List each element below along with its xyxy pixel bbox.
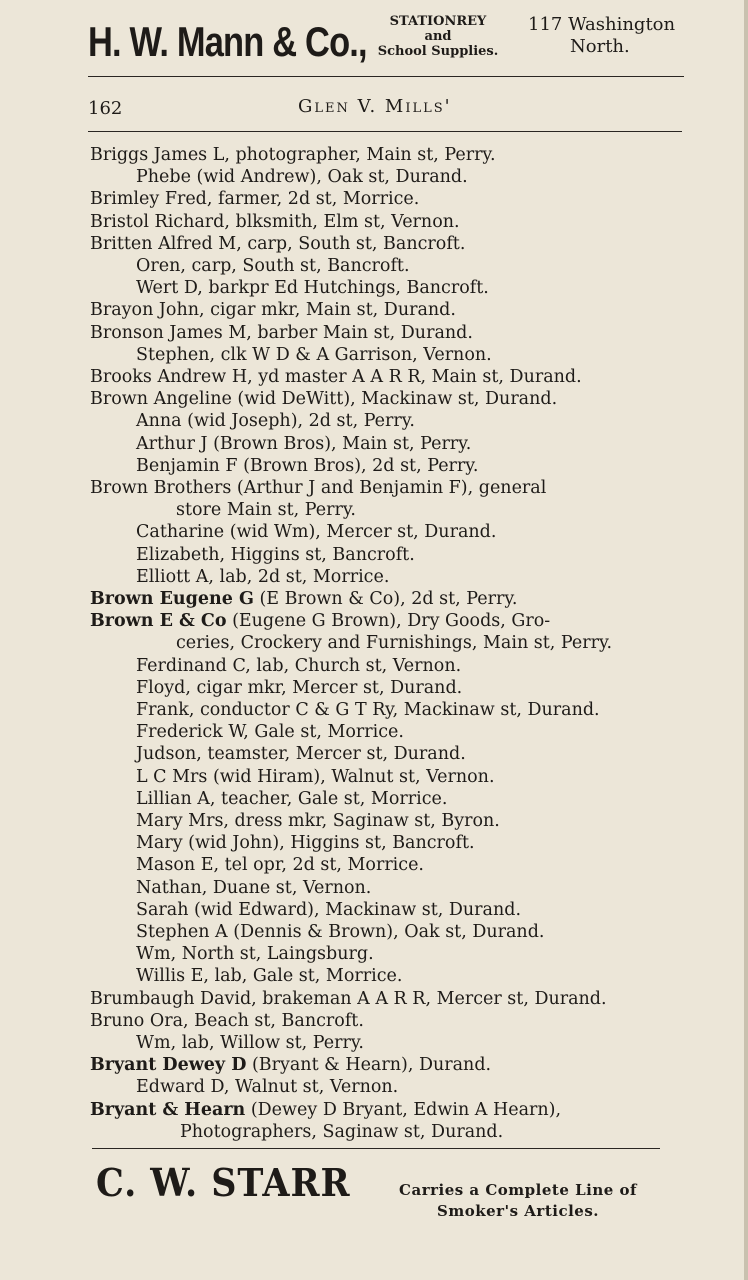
footer-rule	[92, 1148, 660, 1149]
entry-text: Catharine (wid Wm), Mercer st, Durand.	[136, 522, 497, 543]
directory-entry	[176, 500, 356, 520]
directory-entry	[136, 878, 371, 898]
entry-text: (Eugene G Brown), Dry Goods, Gro-	[226, 611, 551, 632]
directory-entry	[136, 678, 462, 698]
entry-text: Floyd, cigar mkr, Mercer st, Durand.	[136, 677, 463, 698]
header-rule	[88, 76, 684, 77]
entry-name-bold: Bryant & Hearn	[90, 1099, 246, 1120]
header-ad-company: H. W. Mann & Co.,	[88, 18, 367, 65]
directory-entry	[90, 323, 473, 343]
title-rule	[88, 131, 682, 132]
entry-text: Brimley Fred, farmer, 2d st, Morrice.	[90, 189, 420, 210]
entry-text: Elizabeth, Higgins st, Bancroft.	[136, 544, 415, 565]
entry-text: (Bryant & Hearn), Durand.	[246, 1055, 492, 1076]
directory-entry	[90, 300, 456, 320]
directory-entry	[136, 545, 415, 565]
directory-entry	[136, 411, 415, 431]
directory-entry	[90, 145, 496, 165]
directory-entry	[90, 611, 550, 631]
entry-text: Phebe (wid Andrew), Oak st, Durand.	[136, 167, 468, 188]
directory-entry	[136, 345, 492, 365]
entry-text: Bristol Richard, blksmith, Elm st, Vernon.	[90, 211, 460, 232]
entry-text: Arthur J (Brown Bros), Main st, Perry.	[136, 433, 472, 454]
directory-entry	[180, 1122, 503, 1142]
entry-text: Anna (wid Joseph), 2d st, Perry.	[136, 411, 415, 432]
directory-entry	[136, 855, 424, 875]
entry-text: (Dewey D Bryant, Edwin A Hearn),	[245, 1099, 562, 1120]
entry-text: Britten Alfred M, carp, South st, Bancroft.	[90, 233, 466, 254]
entry-text: Briggs James L, photographer, Main st, Perry.	[90, 145, 496, 165]
footer-ad-line1: Carries a Complete Line of	[399, 1181, 637, 1199]
directory-entry	[136, 966, 402, 986]
directory-entry	[136, 944, 374, 964]
page-number: 162	[88, 98, 123, 119]
entry-text: Judson, teamster, Mercer st, Durand.	[136, 744, 466, 765]
footer-ad-text	[358, 1180, 678, 1222]
entry-text: Stephen, clk W D & A Garrison, Vernon.	[136, 344, 492, 365]
directory-entry	[136, 256, 410, 276]
directory-entry	[90, 367, 582, 387]
page-edge	[744, 0, 748, 1280]
directory-entry	[136, 767, 495, 787]
directory-entry	[136, 567, 389, 587]
header-ad-line1: STATIONREY	[389, 14, 487, 29]
directory-entry	[136, 900, 521, 920]
directory-entry	[90, 1011, 364, 1031]
entry-text: store Main st, Perry.	[176, 500, 356, 521]
entry-text: Wert D, barkpr Ed Hutchings, Bancroft.	[136, 278, 489, 299]
directory-entry	[136, 700, 600, 720]
entry-text: Mary (wid John), Higgins st, Bancroft.	[136, 833, 475, 854]
entry-text: Oren, carp, South st, Bancroft.	[136, 256, 410, 276]
directory-entry	[90, 478, 546, 498]
header-ad-address1: 117 Washington	[528, 14, 676, 35]
entry-text: Bronson James M, barber Main st, Durand.	[90, 322, 473, 343]
directory-entry	[136, 722, 404, 742]
header-ad-address	[528, 14, 698, 58]
entry-text: (E Brown & Co), 2d st, Perry.	[253, 589, 518, 609]
directory-entry	[136, 833, 475, 853]
directory-entry	[90, 234, 465, 254]
directory-entry	[90, 989, 607, 1009]
entry-name-bold: Bryant Dewey D	[90, 1055, 247, 1076]
entry-text: Nathan, Duane st, Vernon.	[136, 877, 372, 898]
footer-ad-company: C. W. STARR	[96, 1160, 351, 1205]
directory-entry	[90, 389, 557, 409]
entry-text: Ferdinand C, lab, Church st, Vernon.	[136, 655, 462, 676]
entry-text: Wm, lab, Willow st, Perry.	[136, 1033, 364, 1053]
entry-text: Benjamin F (Brown Bros), 2d st, Perry.	[136, 455, 479, 476]
entry-text: Bruno Ora, Beach st, Bancroft.	[90, 1010, 364, 1031]
directory-entry	[136, 789, 447, 809]
entry-text: Lillian A, teacher, Gale st, Morrice.	[136, 788, 448, 809]
entry-text: Stephen A (Dennis & Brown), Oak st, Durand.	[136, 922, 545, 942]
directory-entry	[136, 922, 544, 942]
directory-entry	[136, 167, 468, 187]
entry-text: Brumbaugh David, brakeman A A R R, Mercer st, Durand.	[90, 988, 607, 1009]
directory-entry	[136, 1077, 398, 1097]
directory-entry	[176, 633, 612, 653]
header-ad-address2: North.	[570, 36, 630, 57]
directory-entry	[136, 744, 466, 764]
directory-entry	[136, 811, 500, 831]
directory-entry	[136, 522, 496, 542]
directory-entry	[90, 589, 517, 609]
directory-entry	[90, 189, 419, 209]
running-title: Glen V. Mills'	[298, 96, 452, 117]
header-ad-description	[368, 14, 508, 59]
entry-text: Mary Mrs, dress mkr, Saginaw st, Byron.	[136, 811, 500, 831]
entry-text: Wm, North st, Laingsburg.	[136, 944, 374, 965]
entry-text: Sarah (wid Edward), Mackinaw st, Durand.	[136, 899, 522, 920]
entry-text: Brooks Andrew H, yd master A A R R, Main st, Durand.	[90, 367, 582, 387]
entry-text: Frank, conductor C & G T Ry, Mackinaw st, Durand.	[136, 700, 600, 720]
entry-name-bold: Brown Eugene G	[90, 589, 254, 609]
entry-text: Mason E, tel opr, 2d st, Morrice.	[136, 855, 424, 876]
entry-text: Brayon John, cigar mkr, Main st, Durand.	[90, 300, 456, 321]
footer-ad-line2: Smoker's Articles.	[436, 1202, 600, 1220]
directory-entry	[136, 656, 461, 676]
entry-text: Willis E, lab, Gale st, Morrice.	[136, 966, 403, 987]
entry-text: Frederick W, Gale st, Morrice.	[136, 722, 404, 743]
directory-entry	[90, 1100, 561, 1120]
entry-text: Brown Brothers (Arthur J and Benjamin F), general	[90, 478, 547, 498]
header-ad-line3: School Supplies.	[377, 44, 499, 59]
directory-entry	[90, 1055, 491, 1075]
entry-text: Photographers, Saginaw st, Durand.	[180, 1121, 504, 1142]
entry-text: Elliott A, lab, 2d st, Morrice.	[136, 566, 390, 587]
entry-name-bold: Brown E & Co	[90, 611, 227, 632]
header-ad-line2: and	[424, 29, 452, 44]
directory-entry	[90, 212, 460, 232]
directory-entry	[136, 278, 489, 298]
entry-text: ceries, Crockery and Furnishings, Main st, Perry.	[176, 633, 613, 654]
entry-text: Brown Angeline (wid DeWitt), Mackinaw st, Durand.	[90, 389, 558, 410]
directory-entry	[136, 456, 478, 476]
entry-text: L C Mrs (wid Hiram), Walnut st, Vernon.	[136, 766, 495, 787]
directory-entry	[136, 1033, 364, 1053]
entry-text: Edward D, Walnut st, Vernon.	[136, 1077, 399, 1098]
directory-entry	[136, 434, 471, 454]
